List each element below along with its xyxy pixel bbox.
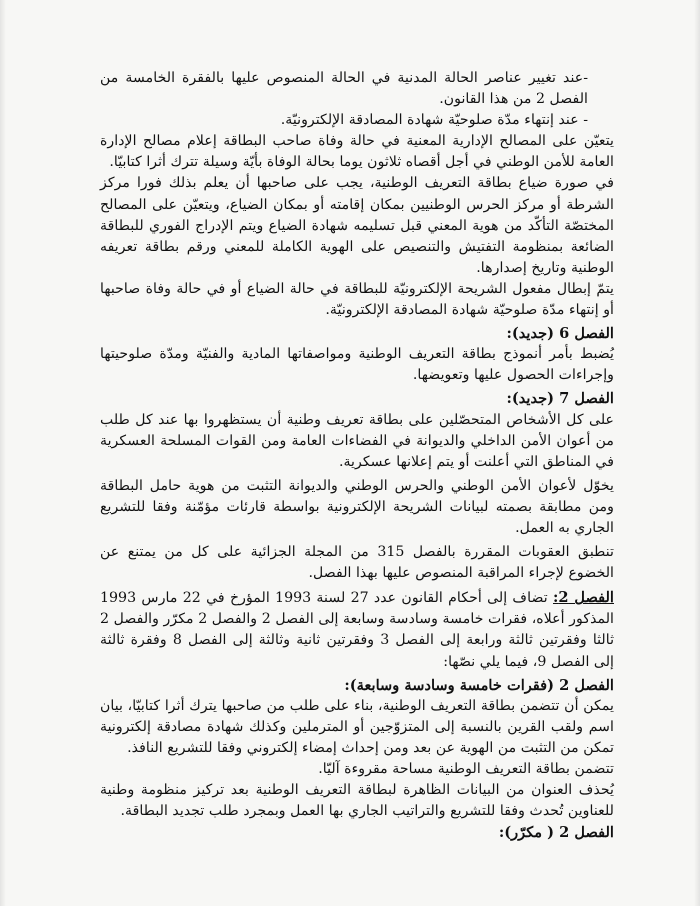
- article-label: الفصل 2:: [553, 589, 614, 607]
- scan-shadow-left: [0, 0, 6, 906]
- paragraph: يمكن أن تتضمن بطاقة التعريف الوطنية، بناء على طلب من صاحبها يترك أثرا كتابيّا، بيان اسم ولقب القرين بالنسبة إلى المتزوّجين أو المترملين وكذلك شهادة مصادقة إلكترونية تمكن من التثبت من الهوية عن بعد ومن إحداث إمضاء إلكتروني وفقا للتشريع النافذ.: [100, 697, 614, 756]
- paragraph: يخوّل لأعوان الأمن الوطني والحرس الوطني والديوانة التثبت من هوية حامل البطاقة ومن مطابقة بصمته لبيانات الشريحة الإلكترونية بواسطة قارئات مؤمّنة وفقا للتشريع الجاري به العمل.: [100, 477, 614, 536]
- paragraph: يُضبط بأمر أنموذج بطاقة التعريف الوطنية ومواصفاتها المادية والفنيّة ومدّة صلوحيتها وإجراءات الحصول عليها وتعويضها.: [100, 346, 614, 384]
- article-heading: الفصل 6 (جديد):: [506, 325, 614, 343]
- paragraph: في صورة ضياع بطاقة التعريف الوطنية، يجب على صاحبها أن يعلم بذلك فورا مركز الشرطة أو مركز الحرس الوطنيين بمكان إقامته أو بمكان الضياع، ويتعيّن على المصالح المختصّة التأكّد من هوية المعني قبل تسليمه شهادة الضياع ويتم الإدراج الفوري للبطاقة الضائعة بمنظومة التفتيش والتنصيص على الهوية الكاملة للمعني ورقم بطاقة تعريفه الوطنية وتاريخ إصدارها.: [100, 175, 614, 276]
- article-heading: الفصل 2 (فقرات خامسة وسادسة وسابعة):: [344, 676, 614, 694]
- paragraph: على كل الأشخاص المتحصّلين على بطاقة تعريف وطنية أن يستظهروا بها عند كل طلب من أعوان الأمن الداخلي والديوانة في الفضاءات العامة ومن القوات المسلحة العسكرية في المناطق التي أعلنت أو يتم إعلانها عسكرية.: [100, 411, 614, 470]
- paragraph: تنطبق العقوبات المقررة بالفصل 315 من المجلة الجزائية على كل من يمتنع عن الخضوع لإجراء المراقبة المنصوص عليها بهذا الفصل.: [100, 544, 614, 582]
- article-paragraph: [100, 587, 614, 672]
- paragraph: يتعيّن على المصالح الإدارية المعنية في حالة وفاة صاحب البطاقة إعلام مصالح الإدارة العامة للأمن الوطني في أجل أقصاه ثلاثون يوما بحالة الوفاة بأيّة وسيلة تترك أثرا كتابيّا.: [100, 133, 614, 171]
- article-text: تضاف إلى أحكام القانون عدد 27 لسنة 1993 المؤرخ في 22 مارس 1993 المذكور أعلاه، فقرات خامسة وسادسة وسابعة إلى الفصل 2 والفصل 2 مكرّر والفصل 2 ثالثا وفقرتين ثالثة ورابعة إلى الفصل 3 وفقرتين ثانية وثالثة إلى الفصل 8 وفقرة ثالثة إلى الفصل 9، فيما يلي نصّها:: [100, 590, 615, 670]
- document-body: [100, 68, 614, 822]
- article-heading: الفصل 7 (جديد):: [506, 390, 614, 408]
- paragraph: تتضمن بطاقة التعريف الوطنية مساحة مقروءة آليّا.: [318, 761, 614, 777]
- scan-shadow-right: [694, 0, 700, 906]
- list-item: -عند تغيير عناصر الحالة المدنية في الحالة المنصوص عليها بالفقرة الخامسة من الفصل 2 من هذا القانون.: [100, 70, 588, 108]
- list-item: - عند إنتهاء مدّة صلوحيّة شهادة المصادقة الإلكترونيّة.: [280, 112, 588, 129]
- paragraph: يتمّ إبطال مفعول الشريحة الإلكترونيّة للبطاقة في حالة الضياع أو في حالة وفاة صاحبها أو إنتهاء مدّة صلوحيّة شهادة المصادقة الإلكترونيّة.: [100, 280, 614, 319]
- paragraph: يُحذف العنوان من البيانات الظاهرة لبطاقة التعريف الوطنية بعد تركيز منظومة وطنية للعناوين تُحدث وفقا للتشريع والتراتيب الجاري بها العمل وبمجرد طلب تجديد البطاقة.: [100, 782, 614, 820]
- bottom-heading: الفصل 2 ( مكرّر):: [498, 824, 614, 841]
